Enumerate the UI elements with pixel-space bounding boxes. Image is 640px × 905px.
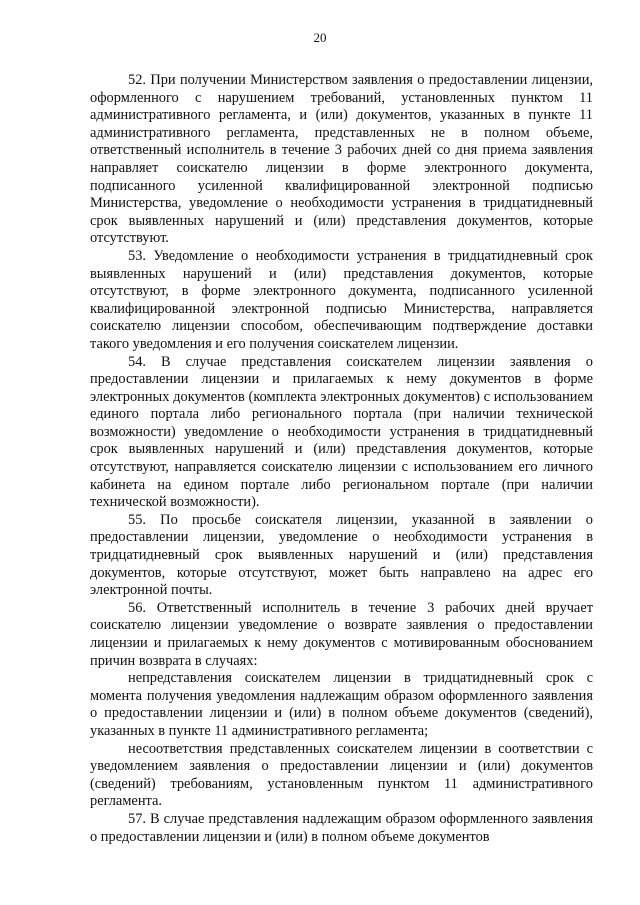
paragraph-52: 52. При получении Министерством заявления о предоставлении лицензии, оформленного с нарушением требований, установленных пунктом 11 административного регламента, и (или) документов, указанных в пункте 11 административного регламента, представленных не в полном объеме, ответственный исполнитель в течение 3 рабочих дней со дня приема заявления направляет соискателю лицензии в форме электронного документа, подписанного усиленной квалифицированной электронной подписью Министерства, уведомление о необходимости устранения в тридцатидневный срок выявленных нарушений и (или) представления документов, которые отсутствуют. <box>90 72 593 247</box>
paragraph-56-case-2: несоответствия представленных соискателем лицензии в соответствии с уведомлением заявления о предоставлении лицензии и (или) документов (сведений) требованиям, установленным пунктом 11 административного регламента. <box>90 740 593 810</box>
paragraph-56: 56. Ответственный исполнитель в течение 3 рабочих дней вручает соискателю лицензии уведомление о возврате заявления о предоставлении лицензии и прилагаемых к нему документов с мотивированным обоснованием причин возврата в случаях: <box>90 599 593 669</box>
paragraph-54: 54. В случае представления соискателем лицензии заявления о предоставлении лицензии и прилагаемых к нему документов в форме электронных документов (комплекта электронных документов) с использованием единого портала либо регионального портала (при наличии технической возможности) уведомление о необходимости устранения в тридцатидневный срок выявленных нарушений и (или) представления документов, которые отсутствуют, направляется соискателю лицензии с использованием его личного кабинета на едином портале либо региональном портале (при наличии технической возможности). <box>90 353 593 511</box>
paragraph-55: 55. По просьбе соискателя лицензии, указанной в заявлении о предоставлении лицензии, уведомление о необходимости устранения в тридцатидневный срок выявленных нарушений и (или) представления документов, которые отсутствуют, может быть направлено на адрес его электронной почты. <box>90 511 593 599</box>
paragraph-56-case-1: непредставления соискателем лицензии в тридцатидневный срок с момента получения уведомления надлежащим образом оформленного заявления о предоставлении лицензии и (или) в полном объеме документов (сведений), указанных в пункте 11 административного регламента; <box>90 670 593 739</box>
document-body <box>90 72 593 846</box>
paragraph-57: 57. В случае представления надлежащим образом оформленного заявления о предоставлении лицензии и (или) в полном объеме документов <box>90 810 593 845</box>
page-number: 20 <box>313 30 327 45</box>
paragraph-53: 53. Уведомление о необходимости устранения в тридцатидневный срок выявленных нарушений и (или) представления документов, которые отсутствуют, в форме электронного документа, подписанного усиленной квалифицированной электронной подписью Министерства, направляется соискателю лицензии способом, обеспечивающим подтверждение доставки такого уведомления и его получения соискателем лицензии. <box>90 247 593 352</box>
